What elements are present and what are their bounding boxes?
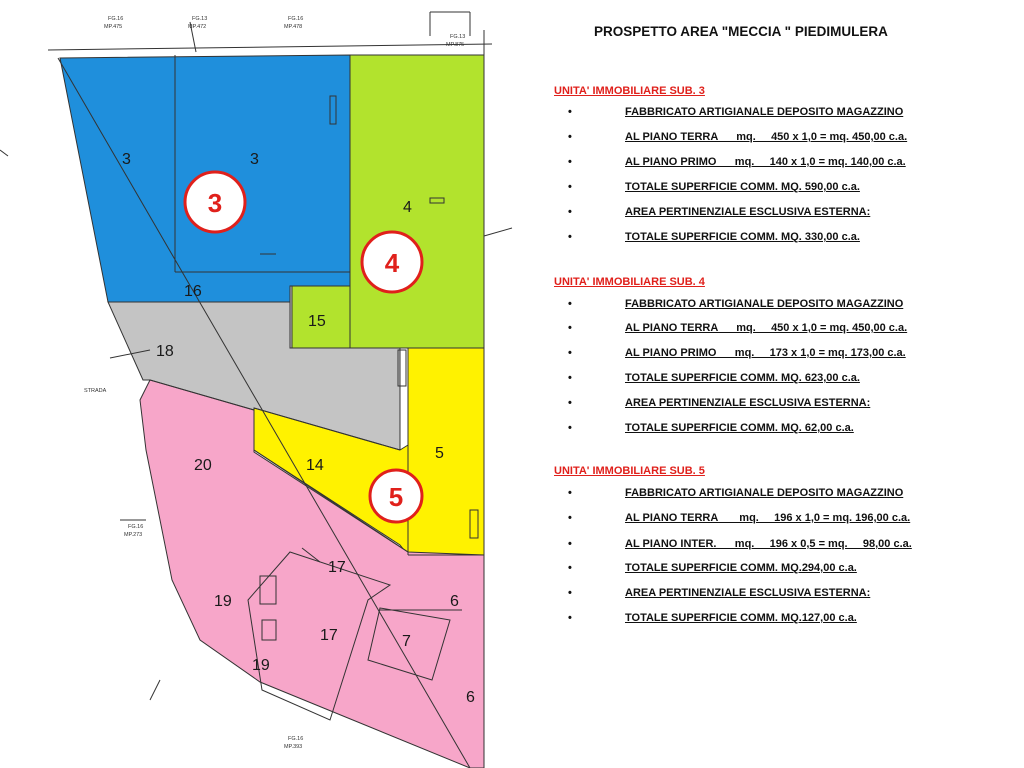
- unit-marker-5: [370, 470, 422, 522]
- parcel-label-mp875: MP.875: [446, 42, 465, 48]
- bullet-icon: •: [568, 538, 572, 550]
- zone-number-20: 20: [194, 457, 212, 474]
- parcel-label-mp393: MP.393: [284, 744, 303, 750]
- zone-number-14: 14: [306, 457, 324, 474]
- unit-marker-5-label: 5: [388, 482, 404, 512]
- parcel-label-mp475: MP.475: [104, 24, 123, 30]
- parcel-label-fg16-4: FG.16: [288, 736, 304, 742]
- bullet-icon: •: [568, 298, 572, 310]
- bullet-icon: •: [568, 231, 572, 243]
- area-report: PROSPETTO AREA "MECCIA " PIEDIMULERA UNITA' IMMOBILIARE SUB. 3 • FABBRICATO ARTIGIANALE DEPOSITO MAGAZZINO • AL PIANO TERRA mq. 450 x 1,0 = mq. 450,00 c.a. • AL PIANO PRIMO mq. 140 x 1,0 = mq. 140,00 c.a. • TOTALE SUPERFICIE COMM. MQ. 590,00 c.a. • AREA PERTINENZIALE ESCLUSIVA ESTERNA: • TOTALE SUPERFICIE COMM. MQ. 330,00 c.a. UNITA' IMMOBILIARE SUB. 4 • FABBRICATO ARTIGIANALE DEPOSITO MAGAZZINO • AL PIANO TERRA mq. 450 x 1,0 = mq. 450,00 c.a. • AL PIANO PRIMO mq. 173 x 1,0 = mq. 173,00 c.a. • TOTALE SUPERFICIE COMM. MQ. 623,00 c.a. • AREA PERTINENZIALE ESCLUSIVA ESTERNA: • TOTALE SUPERFICIE COMM. MQ. 62,00 c.a. UNITA' IMMOBILIARE SUB. 5 • FABBRICATO ARTIGIANALE DEPOSITO MAGAZZINO • AL PIANO TERRA mq. 196 x 1,0 = mq. 196,00 c.a. • AL PIANO INTER. mq. 196 x 0,5 = mq. 98,00 c.a. • TOTALE SUPERFICIE COMM. MQ.294,00 c.a. • AREA PERTINENZIALE ESCLUSIVA ESTERNA: • TOTALE SUPERFICIE COMM. MQ.127,00 c.a.: [554, 24, 912, 624]
- parcel-label-mp472: MP.472: [188, 24, 207, 30]
- document-title: PROSPETTO AREA "MECCIA " PIEDIMULERA: [594, 24, 888, 39]
- zone-number-5: 5: [435, 445, 444, 462]
- zone-number-16: 16: [184, 283, 202, 300]
- road-label: STRADA: [84, 388, 107, 394]
- unit-marker-4: [362, 232, 422, 292]
- zone-number-19b: 19: [252, 657, 270, 674]
- bullet-icon: •: [568, 397, 572, 409]
- zone-number-6a: 6: [450, 593, 459, 610]
- bullet-icon: •: [568, 106, 572, 118]
- zone-number-17a: 17: [328, 559, 346, 576]
- unit-title-sub5: UNITA' IMMOBILIARE SUB. 5: [554, 465, 705, 477]
- bullet-icon: •: [568, 612, 572, 624]
- bullet-icon: •: [568, 487, 572, 499]
- zone-number-18: 18: [156, 343, 174, 360]
- zone-number-4: 4: [403, 199, 412, 216]
- zone-number-3b: 3: [250, 151, 259, 168]
- zone-number-17b: 17: [320, 627, 338, 644]
- zone-number-3a: 3: [122, 151, 131, 168]
- unit-marker-4-label: 4: [384, 248, 400, 278]
- bullet-icon: •: [568, 512, 572, 524]
- unit-title-sub3: UNITA' IMMOBILIARE SUB. 3: [554, 85, 705, 97]
- parcel-label-mp273: MP.273: [124, 532, 143, 538]
- zone-number-15: 15: [308, 313, 326, 330]
- parcel-label-fg13-2: FG.13: [450, 34, 466, 40]
- bullet-icon: •: [568, 372, 572, 384]
- bullet-icon: •: [568, 422, 572, 434]
- bullet-icon: •: [568, 206, 572, 218]
- parcel-label-fg16-3: FG.16: [128, 524, 144, 530]
- bullet-icon: •: [568, 322, 572, 334]
- parcel-label-fg16-2: FG.16: [288, 16, 304, 22]
- zone-number-6b: 6: [466, 689, 475, 706]
- unit-marker-3: [185, 172, 245, 232]
- zone-number-19a: 19: [214, 593, 232, 610]
- bullet-icon: •: [568, 181, 572, 193]
- unit-marker-3-label: 3: [207, 188, 223, 218]
- area-green-sub4: [350, 55, 484, 348]
- parcel-label-mp478: MP.478: [284, 24, 303, 30]
- bullet-icon: •: [568, 347, 572, 359]
- bullet-icon: •: [568, 131, 572, 143]
- parcel-label-fg16-1: FG.16: [108, 16, 124, 22]
- parcel-label-fg13-1: FG.13: [192, 16, 208, 22]
- bullet-icon: •: [568, 156, 572, 168]
- zone-number-7: 7: [402, 633, 411, 650]
- bullet-icon: •: [568, 562, 572, 574]
- bullet-icon: •: [568, 587, 572, 599]
- unit-title-sub4: UNITA' IMMOBILIARE SUB. 4: [554, 276, 705, 288]
